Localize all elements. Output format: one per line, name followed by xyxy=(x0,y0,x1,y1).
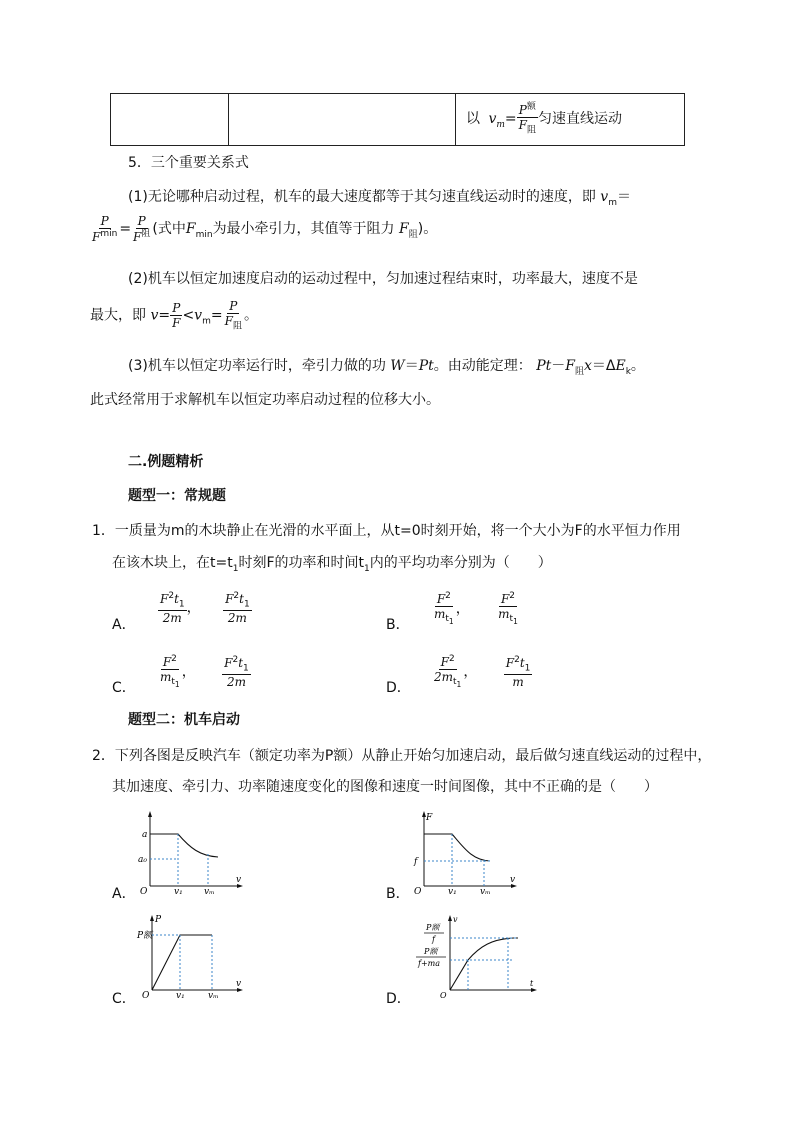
q1-option-d-formula: $\frac{F^2}{2m_{t_1}}$ ， $\frac{F^2t_1}{m}$ xyxy=(434,654,531,690)
q1-option-b-label: B． xyxy=(386,617,410,633)
item3-line1: (3)机车以恒定功率运行时，牵引力做的功 W＝Pt。由动能定理： $Pt-F_阻x=\Delta E_k$。 xyxy=(128,358,645,377)
q1-line2: 在该木块上，在$t=t_1$时刻F的功率和时间$t_1$内的平均功率分别为（ ） xyxy=(112,555,552,574)
type1-title: 题型一：常规题 xyxy=(128,488,226,504)
q2-option-d-label: D． xyxy=(386,991,411,1007)
graph-c-power-vs-velocity xyxy=(136,912,246,1000)
graph-d-label-mid-num: P额 xyxy=(424,947,438,956)
graph-a-label-v1: v₁ xyxy=(174,887,183,896)
item1-line1: (1)无论哪种启动过程，机车的最大速度都等于其匀速直线运动时的速度，即 $v_m=$ xyxy=(128,189,631,208)
item2-line2: 最大，即 v= $\frac{P}{F}$ $<v_m=$ $\frac{P}{F_阻}$ 。 xyxy=(90,299,258,332)
item3-line2: 此式经常用于求解机车以恒定功率启动过程的位移大小。 xyxy=(90,392,440,408)
graph-a-label-o: O xyxy=(140,887,148,896)
item1-line2: $\frac{P}{F^{min}}$ = $\frac{P}{F^阻}$ (式中$F_{min}$为最小牵引力，其值等于阻力 $F_阻$)。 xyxy=(92,214,438,244)
q1-option-d-label: D． xyxy=(386,680,411,696)
q2-option-c-label: C． xyxy=(112,991,136,1007)
graph-b-force-vs-velocity xyxy=(410,808,520,896)
q2-option-b-label: B． xyxy=(386,886,410,902)
cell-suffix: 匀速直线运动 xyxy=(538,111,622,128)
q2-line2: 其加速度、牵引力、功率随速度变化的图像和速度一时间图像，其中不正确的是（ ） xyxy=(112,779,658,795)
graph-a-label-a: a xyxy=(142,830,148,840)
graph-c-label-o: O xyxy=(142,991,150,1000)
graph-d-label-top-num: P额 xyxy=(426,923,440,932)
table-cell-1 xyxy=(111,94,229,146)
graph-b-label-f: f xyxy=(414,857,418,867)
graph-b-label-v1: v₁ xyxy=(448,887,457,896)
cell-prefix: 以 xyxy=(466,111,480,128)
vm-symbol: $v_m$ xyxy=(488,111,505,131)
graph-d-label-v: v xyxy=(453,915,458,924)
q2-option-a-label: A． xyxy=(112,886,136,902)
graph-b-label-o: O xyxy=(414,887,422,896)
q1-option-c-label: C． xyxy=(112,680,136,696)
graph-a-label-a0: a₀ xyxy=(138,855,147,865)
graph-d-label-mid-den: f+ma xyxy=(418,959,441,968)
graph-d-label-t: t xyxy=(530,979,534,988)
q1-option-c-formula: $\frac{F^2}{m_{t_1}}$ ， $\frac{F^2t_1}{2m}$ xyxy=(160,654,249,690)
graph-d-label-o: O xyxy=(440,991,447,1000)
graph-c-label-p-rated: P额 xyxy=(137,931,153,941)
q1-line1: 1．一质量为m的木块静止在光滑的水平面上，从t=0时刻开始，将一个大小为F的水平恒力作用 xyxy=(92,523,681,539)
graph-b-label-vm: vₘ xyxy=(480,887,491,896)
graph-c-label-v: v xyxy=(236,979,242,989)
item2-line1: (2)机车以恒定加速度启动的运动过程中，匀加速过程结束时，功率最大，速度不是 xyxy=(128,271,638,287)
graph-c-label-v1: v₁ xyxy=(176,991,185,1000)
graph-d-velocity-vs-time xyxy=(410,912,540,1000)
graph-b-label-f-upper: F xyxy=(426,813,433,823)
q1-option-b-formula: $\frac{F^2}{m_{t_1}}$ ， $\frac{F^2}{m_{t_1}}$ xyxy=(434,591,518,627)
graph-a-acceleration-vs-velocity xyxy=(136,808,246,896)
q2-line1: 2．下列各图是反映汽车（额定功率为P额）从静止开始匀加速启动，最后做匀速直线运动的过程中， xyxy=(92,748,712,764)
graph-c-label-vm: vₘ xyxy=(208,991,219,1000)
table-cell-3: 以 $v_m=$ $\frac{P^额}{F_阻}$ 匀速直线运动 xyxy=(456,94,685,146)
graph-d-label-top-den: f xyxy=(432,935,435,944)
section-2-title: 二.例题精析 xyxy=(128,454,204,470)
graph-b-label-v: v xyxy=(510,875,516,885)
type2-title: 题型二：机车启动 xyxy=(128,712,240,728)
q1-option-a-formula: $\frac{F^2t_1}{2m}$ ， $\frac{F^2t_1}{2m}$ xyxy=(160,591,250,626)
table-cell-2 xyxy=(229,94,456,146)
graph-a-label-v: v xyxy=(236,875,242,885)
q1-option-a-label: A． xyxy=(112,617,136,633)
section-5-title: 5．三个重要关系式 xyxy=(128,155,249,171)
graph-c-label-p: P xyxy=(155,915,162,925)
p-over-f-fraction: $\frac{P^额}{F_阻}$ xyxy=(518,102,536,136)
graph-a-label-vm: vₘ xyxy=(204,887,215,896)
summary-table-row xyxy=(110,93,685,146)
